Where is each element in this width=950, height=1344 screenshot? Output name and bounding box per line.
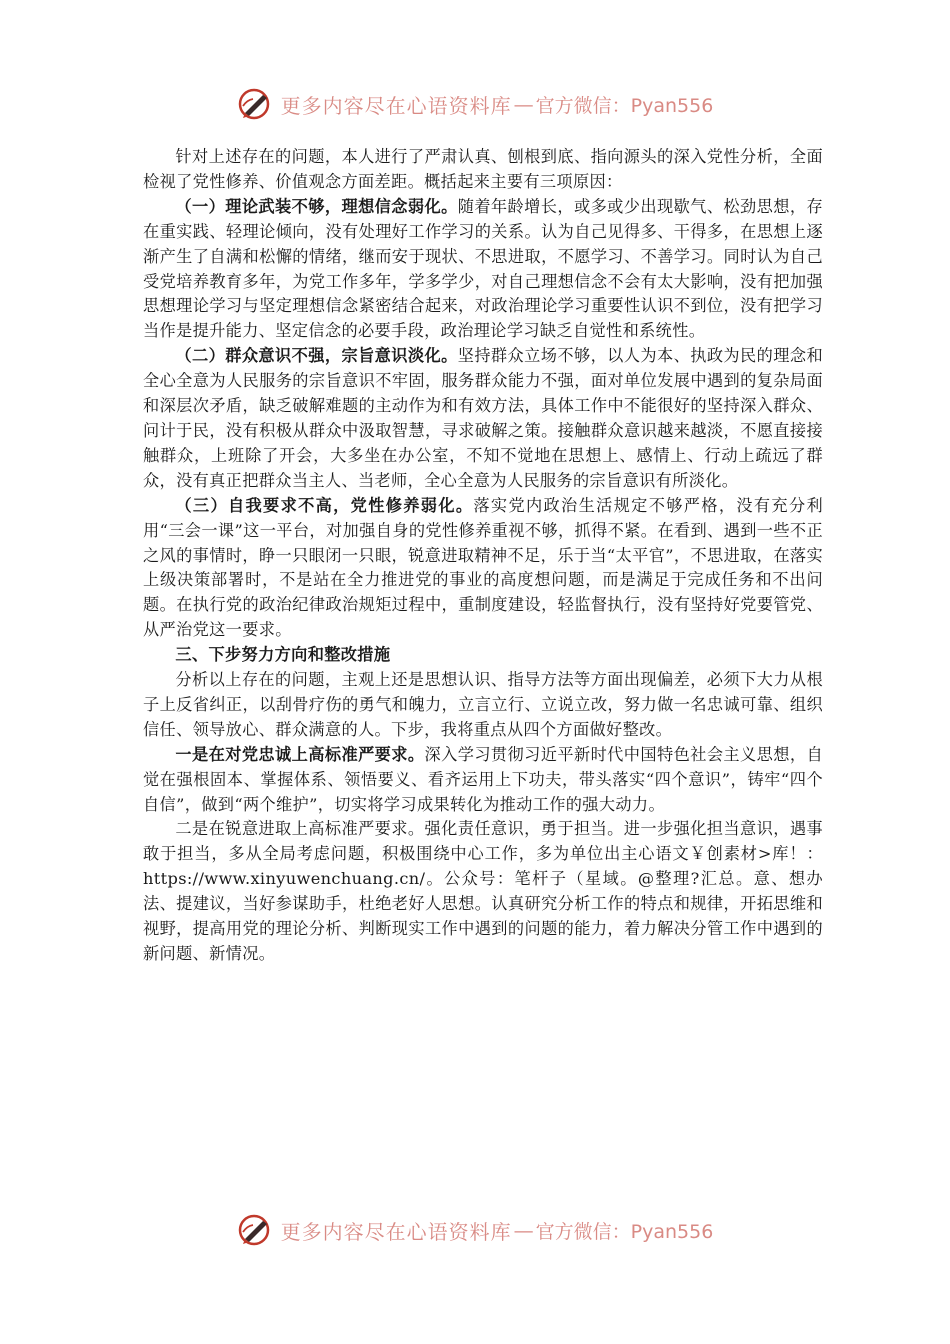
paragraph-text: 随着年龄增长，或多或少出现歇气、松劲思想，存在重实践、轻理论倾向，没有处理好工作学习的关系。认为自己见得多、干得多，在思想上逐渐产生了自满和松懈的情绪，继而安于现状、不思进取，不愿学习、不善学习。同时认为自己受党培养教育多年，为党工作多年，学多学少，对自己理想信念不会有太大影响，没有把加强思想理论学习与坚定理想信念紧密结合起来，对政治理论学习重要性认识不到位，没有把学习当作是提升能力、坚定信念的必要手段，政治理论学习缺乏自觉性和系统性。 — [143, 196, 824, 341]
paragraph — [143, 668, 823, 743]
paragraph — [143, 195, 823, 344]
banner-wechat: 官方微信：Pyan556 — [535, 1220, 714, 1243]
banner-separator: — — [513, 92, 534, 116]
banner-text: 更多内容尽在心语资料库 — [280, 93, 512, 118]
paragraph — [143, 344, 823, 493]
paragraph-text: 二是在锐意进取上高标准严要求。强化责任意识，勇于担当。进一步强化担当意识，遇事敢于担当，多从全局考虑问题，积极围绕中心工作，多为单位出主心语文￥创素材>库！：https://www.xinyuwenchuang.cn/。公众号：笔杆子（星域。@整理?汇总。意、想办法、提建议，当好参谋助手，杜绝老好人思想。认真研究分析工作的特点和规律，开拓思维和视野，提高用党的理论分析、判断现实工作中遇到的问题的能力，着力解决分管工作中遇到的新问题、新情况。 — [143, 819, 823, 963]
document-body — [143, 145, 823, 967]
banner-separator: — — [513, 1218, 534, 1242]
paragraph-lead: （一）理论武装不够，理想信念弱化。 — [175, 196, 458, 216]
paragraph-lead: （二）群众意识不强，宗旨意识淡化。 — [175, 346, 458, 366]
paragraph — [143, 743, 823, 818]
pen-logo-icon — [237, 86, 273, 122]
footer-banner — [0, 1210, 950, 1250]
paragraph-text: 分析以上存在的问题，主观上还是思想认识、指导方法等方面出现偏差，必须下大力从根子上反省纠正，以刮骨疗伤的勇气和魄力，立言立行、立说立改，努力做一名忠诚可靠、组织信任、领导放心、群众满意的人。下步，我将重点从四个方面做好整改。 — [143, 670, 823, 739]
paragraph-lead: （三）自我要求不高，党性修养弱化。 — [175, 495, 474, 515]
banner-wechat: 官方微信：Pyan556 — [535, 94, 714, 117]
paragraph — [143, 145, 823, 195]
paragraph-text: 坚持群众立场不够，以人为本、执政为民的理念和全心全意为人民服务的宗旨意识不牢固，服务群众能力不强，面对单位发展中遇到的复杂局面和深层次矛盾，缺乏破解难题的主动作为和有效方法，具体工作中不能很好的坚持深入群众、问计于民，没有积极从群众中汲取智慧，寻求破解之策。接触群众意识越来越淡，不愿直接接触群众，上班除了开会，大多坐在办公室，不知不觉地在思想上、感情上、行动上疏远了群众，没有真正把群众当主人、当老师，全心全意为人民服务的宗旨意识有所淡化。 — [143, 346, 824, 490]
banner-text: 更多内容尽在心语资料库 — [280, 1219, 512, 1244]
pen-logo-icon — [237, 1212, 273, 1248]
paragraph-lead: 一是在对党忠诚上高标准严要求。 — [175, 744, 425, 764]
paragraph-text: 落实党内政治生活规定不够严格，没有充分利用“三会一课”这一平台，对加强自身的党性修养重视不够，抓得不紧。在看到、遇到一些不正之风的事情时，睁一只眼闭一只眼，锐意进取精神不足，乐于当“太平官”，不思进取，在落实上级决策部署时，不是站在全力推进党的事业的高度想问题，而是满足于完成任务和不出问题。在执行党的政治纪律政治规矩过程中，重制度建设，轻监督执行，没有坚持好党要管党、从严治党这一要求。 — [143, 495, 824, 640]
section-heading — [143, 643, 823, 668]
paragraph-text: 针对上述存在的问题，本人进行了严肃认真、刨根到底、指向源头的深入党性分析，全面检视了党性修养、价值观念方面差距。概括起来主要有三项原因： — [143, 147, 823, 191]
paragraph-text: 深入学习贯彻习近平新时代中国特色社会主义思想，自觉在强根固本、掌握体系、领悟要义、看齐运用上下功夫，带头落实“四个意识”，铸牢“四个自信”，做到“两个维护”，切实将学习成果转化为推动工作的强大动力。 — [143, 744, 823, 814]
section-heading-text: 三、下步努力方向和整改措施 — [175, 645, 391, 665]
header-banner — [0, 84, 950, 124]
paragraph — [143, 494, 823, 643]
paragraph — [143, 817, 823, 966]
